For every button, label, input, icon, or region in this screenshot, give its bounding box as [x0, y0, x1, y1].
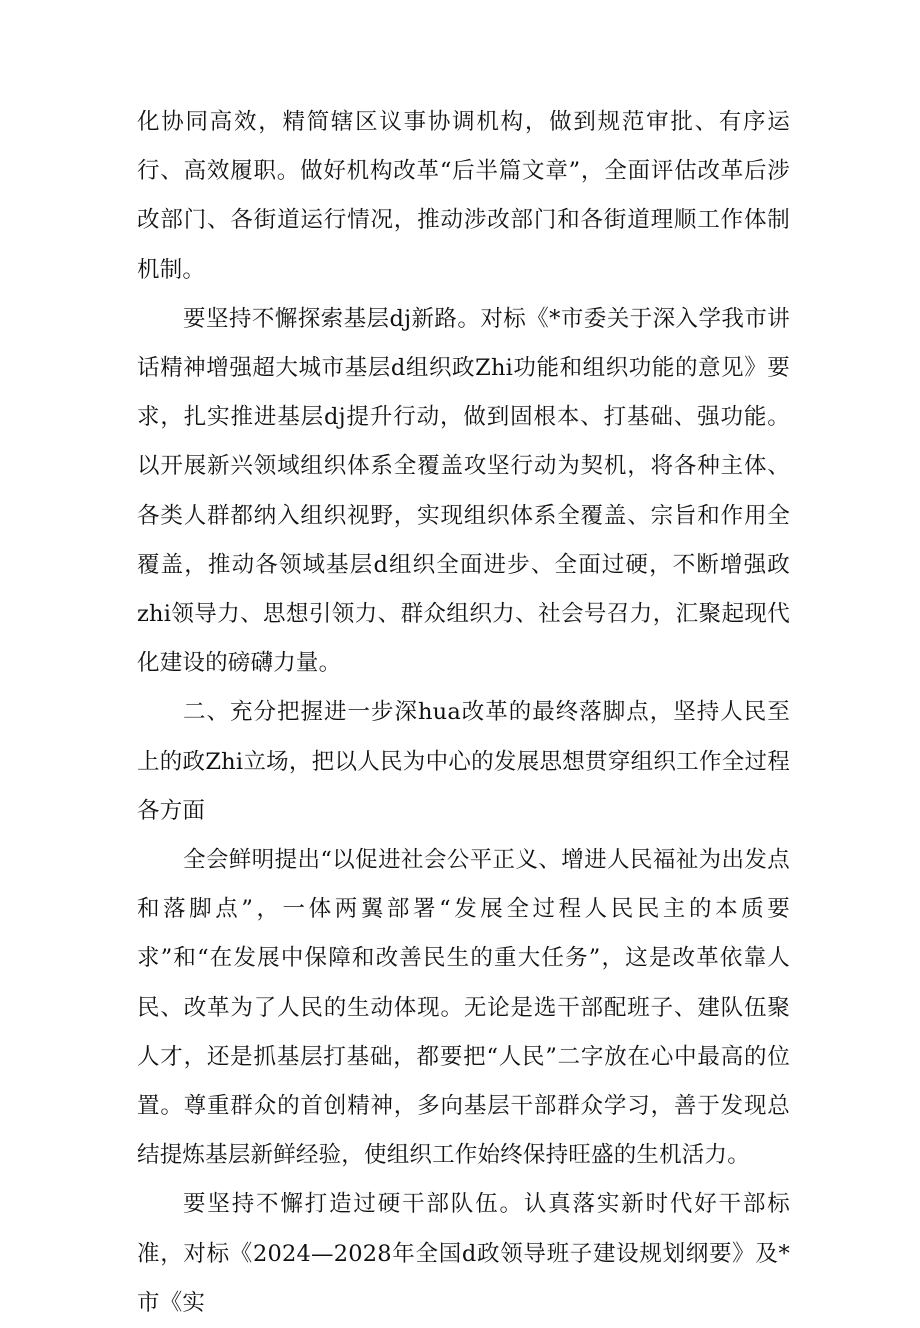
section-heading-2: 二、充分把握进一步深hua改革的最终落脚点，坚持人民至上的政Zhi立场，把以人民为中心的发展思想贯穿组织工作全过程各方面: [137, 699, 790, 824]
paragraph-continued: 化协同高效，精简辖区议事协调机构，做到规范审批、有序运行、高效履职。做好机构改革“后半篇文章”，全面评估改革后涉改部门、各街道运行情况，推动涉改部门和各街道理顺工作体制机制。: [137, 109, 790, 283]
paragraph-plenary: 全会鲜明提出“以促进社会公平正义、增进人民福祉为出发点和落脚点”，一体两翼部署“发展全过程人民民主的本质要求”和“在发展中保障和改善民生的重大任务”，这是改革依靠人民、改革为了人民的生动体现。无论是选干部配班子、建队伍聚人才，还是抓基层打基础，都要把“人民”二字放在心中最高的位置。尊重群众的首创精神，多向基层干部群众学习，善于发现总结提炼基层新鲜经验，使组织工作始终保持旺盛的生机活力。: [137, 847, 790, 1169]
document-body: [137, 98, 790, 1328]
paragraph-grassroots: 要坚持不懈探索基层dj新路。对标《*市委关于深入学我市讲话精神增强超大城市基层d组织政Zhi功能和组织功能的意见》要求，扎实推进基层dj提升行动，做到固根本、打基础、强功能。以开展新兴领域组织体系全覆盖攻坚行动为契机，将各种主体、各类人群都纳入组织视野，实现组织体系全覆盖、宗旨和作用全覆盖，推动各领域基层d组织全面进步、全面过硬，不断增强政zhi领导力、思想引领力、群众组织力、社会号召力，汇聚起现代化建设的磅礴力量。: [137, 305, 790, 677]
paragraph-cadre-team: 要坚持不懈打造过硬干部队伍。认真落实新时代好干部标准，对标《2024—2028年全国d政领导班子建设规划纲要》及*市《实: [137, 1191, 790, 1316]
